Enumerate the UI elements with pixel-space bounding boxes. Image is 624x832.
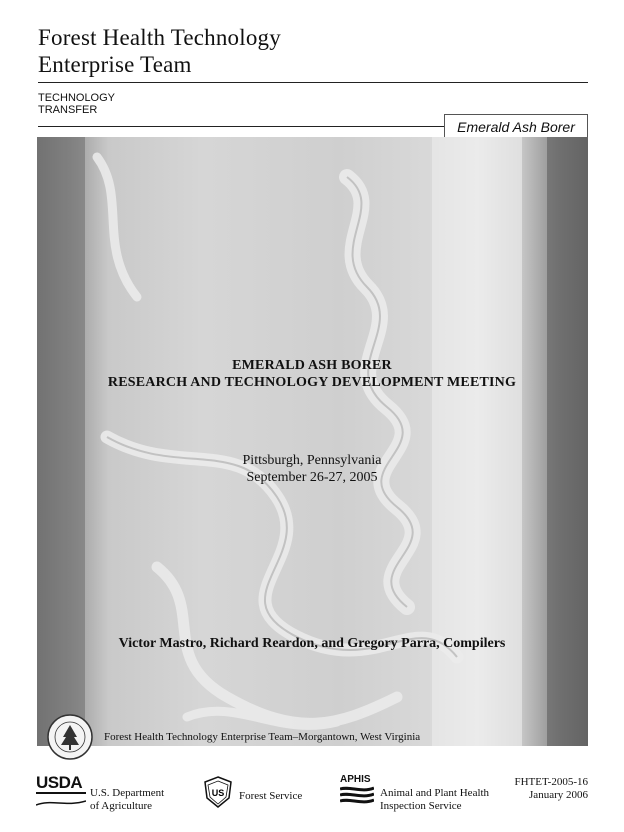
bark-galleries-graphic bbox=[37, 137, 588, 746]
meeting-title-line2: RESEARCH AND TECHNOLOGY DEVELOPMENT MEETING bbox=[107, 375, 517, 390]
program-rule bbox=[38, 126, 444, 127]
team-title bbox=[38, 24, 281, 78]
publication-info bbox=[514, 776, 588, 802]
usda-name bbox=[90, 787, 164, 813]
team-title-line2: Enterprise Team bbox=[38, 52, 192, 77]
usda-line2: of Agriculture bbox=[90, 800, 153, 812]
usda-swoosh-icon bbox=[36, 799, 86, 807]
team-title-line1: Forest Health Technology bbox=[38, 25, 281, 50]
usda-logo bbox=[36, 774, 86, 812]
forest-service-shield-icon bbox=[203, 776, 233, 808]
aphis-logo-text: APHIS bbox=[340, 774, 371, 785]
program-line2: TRANSFER bbox=[38, 104, 98, 116]
aphis-name bbox=[380, 787, 489, 813]
program-line1: TECHNOLOGY bbox=[38, 92, 116, 104]
compilers: Victor Mastro, Richard Reardon, and Gregory Parra, Compilers bbox=[118, 636, 506, 651]
aphis-logo bbox=[340, 774, 376, 810]
usda-logo-text: USDA bbox=[36, 774, 86, 794]
meeting-title-line1: EMERALD ASH BORER bbox=[232, 358, 392, 373]
program-label bbox=[38, 92, 115, 116]
usda-line1: U.S. Department bbox=[90, 787, 165, 799]
cover-photo bbox=[37, 137, 588, 746]
meeting-dates: September 26-27, 2005 bbox=[246, 470, 378, 485]
fhtet-seal-icon bbox=[46, 713, 94, 761]
header-rule bbox=[38, 82, 588, 83]
aphis-line2: Inspection Service bbox=[380, 800, 462, 812]
forest-service-shield-text: US bbox=[211, 788, 225, 798]
meeting-place bbox=[0, 452, 624, 486]
topic-label: Emerald Ash Borer bbox=[457, 119, 575, 135]
aphis-line1: Animal and Plant Health bbox=[380, 787, 490, 799]
publication-number: FHTET-2005-16 bbox=[514, 776, 588, 788]
meeting-location: Pittsburgh, Pennsylvania bbox=[242, 453, 382, 468]
team-location: Forest Health Technology Enterprise Team–Morgantown, West Virginia bbox=[104, 731, 421, 743]
publication-date: January 2006 bbox=[529, 789, 588, 801]
meeting-title bbox=[0, 357, 624, 391]
aphis-wave-icon bbox=[340, 785, 374, 805]
forest-service-label: Forest Service bbox=[239, 790, 303, 802]
